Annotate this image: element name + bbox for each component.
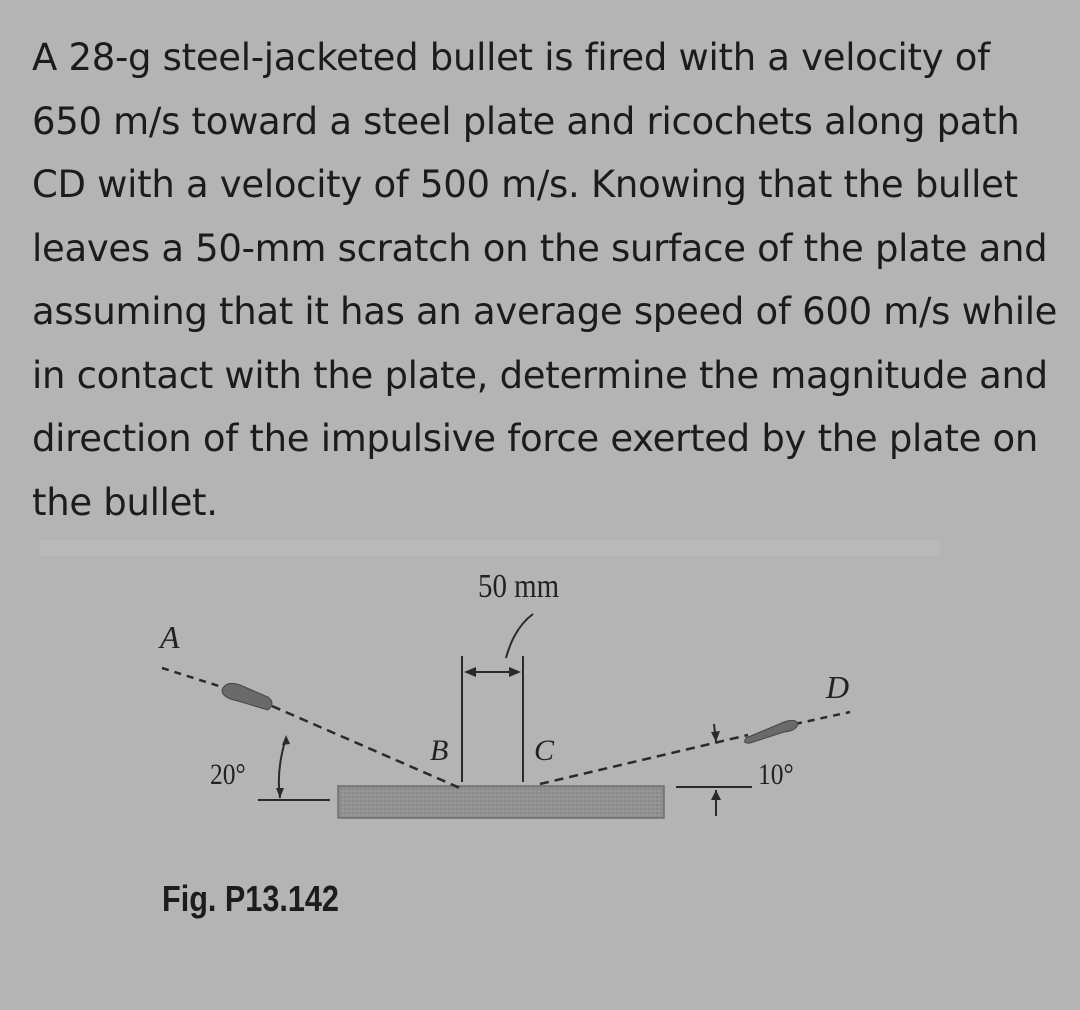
incoming-bullet <box>222 683 272 710</box>
incoming-path-start <box>162 668 225 688</box>
steel-plate-texture <box>340 788 662 816</box>
angle-20-arrowhead <box>276 788 284 798</box>
angle-10-label: 10° <box>758 758 794 792</box>
angle-10-top-arrowhead <box>711 731 720 742</box>
dimension-leader <box>506 614 533 658</box>
angle-20-label: 20° <box>210 758 246 792</box>
point-d-label: D <box>826 669 850 705</box>
angle-20-arrowhead-top <box>282 735 290 745</box>
scratch-length-label: 50 mm <box>478 566 560 605</box>
problem-statement: A 28-g steel-jacketed bullet is fired with a velocity of 650 m/s toward a steel plate and ricochets along path CD with a velocity of 500 m/s. Knowing that the bullet leaves a 50-mm scratch on the surface of the plate and assuming that it has an average speed of 600 m/s while in contact with the plate, determine the magnitude and direction of the impulsive force exerted by the plate on the bullet. <box>32 36 1058 524</box>
figure-caption: Fig. P13.142 <box>162 878 339 919</box>
outgoing-path <box>540 735 748 784</box>
figure-p13-142 <box>0 530 1080 1010</box>
angle-10-bottom-arrowhead <box>711 790 721 800</box>
scan-band <box>40 540 940 556</box>
outgoing-bullet <box>745 720 798 743</box>
outgoing-path-end <box>795 712 850 724</box>
point-b-label: B <box>430 734 449 767</box>
point-a-label: A <box>160 619 180 655</box>
dimension-arrowhead-right <box>509 667 521 677</box>
dimension-arrowhead-left <box>464 667 476 677</box>
bullet-plate-diagram <box>0 530 1080 1010</box>
point-c-label: C <box>534 734 555 767</box>
